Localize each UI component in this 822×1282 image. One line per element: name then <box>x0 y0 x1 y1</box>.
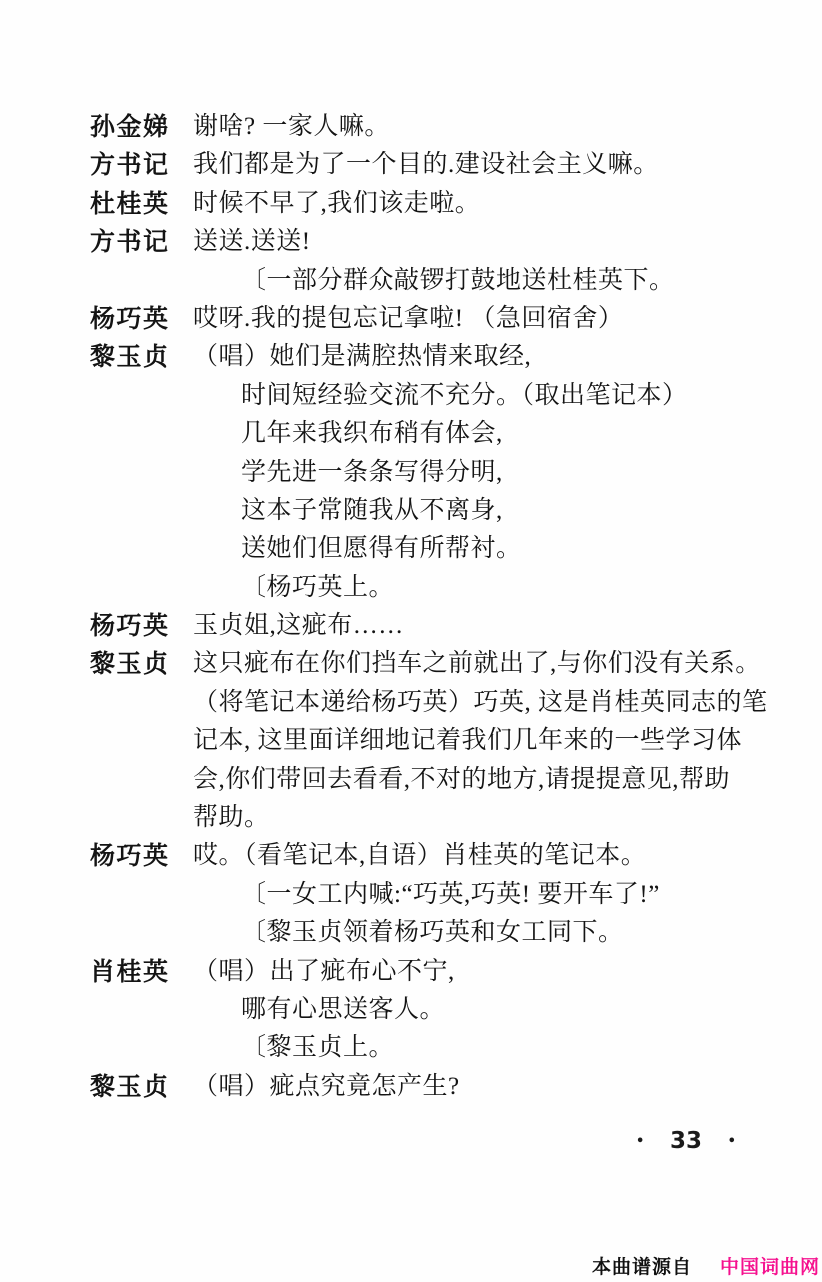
page-number-right-dot-icon: • <box>727 1133 736 1149</box>
line-text: 送送.送送! <box>193 228 311 256</box>
line-text: 学先进一条条写得分明, <box>241 458 503 486</box>
speaker-name: 孙金娣 <box>90 113 170 141</box>
script-line <box>90 918 770 956</box>
script-line <box>90 995 770 1033</box>
speaker-name: 方书记 <box>90 228 170 257</box>
script-line <box>90 266 770 304</box>
line-text: 哪有心思送客人。 <box>241 995 446 1023</box>
script-line <box>90 957 770 995</box>
line-text: （唱）出了疵布心不宁, <box>193 957 455 985</box>
script-line <box>90 1033 770 1071</box>
line-text: 〔一部分群众敲锣打鼓地送杜桂英下。 <box>241 266 675 294</box>
script-line <box>90 496 770 534</box>
line-text: （唱）她们是满腔热情来取经, <box>193 343 532 371</box>
line-text: 帮助。 <box>193 804 270 832</box>
script-line <box>90 611 770 649</box>
page-number-left-dot-icon: • <box>636 1133 645 1149</box>
speaker-name: 肖桂英 <box>90 957 170 986</box>
line-text: 会,你们带回去看看,不对的地方,请提提意见,帮助 <box>193 765 731 793</box>
watermark <box>592 1252 820 1279</box>
line-text: 〔杨巧英上。 <box>241 573 395 601</box>
script-line <box>90 726 770 764</box>
script-line <box>90 304 770 342</box>
script-line <box>90 841 770 879</box>
script-line <box>90 342 770 380</box>
script-body <box>90 112 770 1110</box>
script-line <box>90 880 770 918</box>
script-line <box>90 534 770 572</box>
line-text: （唱）疵点究竟怎产生? <box>193 1072 460 1100</box>
page-number-value: 33 <box>669 1128 702 1154</box>
line-text: 〔一女工内喊:“巧英,巧英! 要开车了!” <box>241 880 660 908</box>
line-text: 时间短经验交流不充分。（取出笔记本） <box>241 381 688 409</box>
script-line <box>90 189 770 227</box>
speaker-name: 杨巧英 <box>90 304 170 333</box>
speaker-name: 杨巧英 <box>90 842 170 871</box>
line-text: 这本子常随我从不离身, <box>241 496 503 524</box>
speaker-name: 杨巧英 <box>90 612 170 641</box>
speaker-name: 杜桂英 <box>90 189 170 218</box>
line-text: 记本, 这里面详细地记着我们几年来的一些学习体 <box>193 727 743 755</box>
line-text: 送她们但愿得有所帮衬。 <box>241 535 522 563</box>
script-line <box>90 573 770 611</box>
line-text: 我们都是为了一个目的.建设社会主义嘛。 <box>193 151 659 179</box>
script-line <box>90 688 770 726</box>
line-text: 谢啥? 一家人嘛。 <box>193 113 390 140</box>
line-text: 这只疵布在你们挡车之前就出了,与你们没有关系。 <box>193 650 761 678</box>
line-text: 哎呀.我的提包忘记拿啦! （急回宿舍） <box>193 304 624 332</box>
line-text: （将笔记本递给杨巧英）巧英, 这是肖桂英同志的笔 <box>193 688 768 716</box>
line-text: 玉贞姐,这疵布…… <box>193 612 404 640</box>
line-text: 〔黎玉贞领着杨巧英和女工同下。 <box>241 919 624 947</box>
script-line <box>90 227 770 265</box>
script-line <box>90 150 770 188</box>
speaker-name: 黎玉贞 <box>90 343 170 372</box>
script-line <box>90 112 770 150</box>
line-text: 〔黎玉贞上。 <box>241 1034 395 1062</box>
speaker-name: 方书记 <box>90 151 170 180</box>
script-line <box>90 803 770 841</box>
line-text: 时候不早了,我们该走啦。 <box>193 189 481 217</box>
script-line <box>90 419 770 457</box>
line-text: 几年来我织布稍有体会, <box>241 420 503 448</box>
line-text: 哎。（看笔记本,自语）肖桂英的笔记本。 <box>193 842 647 870</box>
script-line <box>90 1072 770 1110</box>
watermark-prefix: 本曲谱源自 <box>591 1257 692 1278</box>
watermark-brand: 中国词曲网 <box>719 1257 820 1278</box>
script-line <box>90 649 770 687</box>
page-number <box>636 1128 736 1154</box>
speaker-name: 黎玉贞 <box>90 650 170 679</box>
script-line <box>90 765 770 803</box>
script-line <box>90 381 770 419</box>
speaker-name: 黎玉贞 <box>90 1072 170 1101</box>
script-line <box>90 458 770 496</box>
